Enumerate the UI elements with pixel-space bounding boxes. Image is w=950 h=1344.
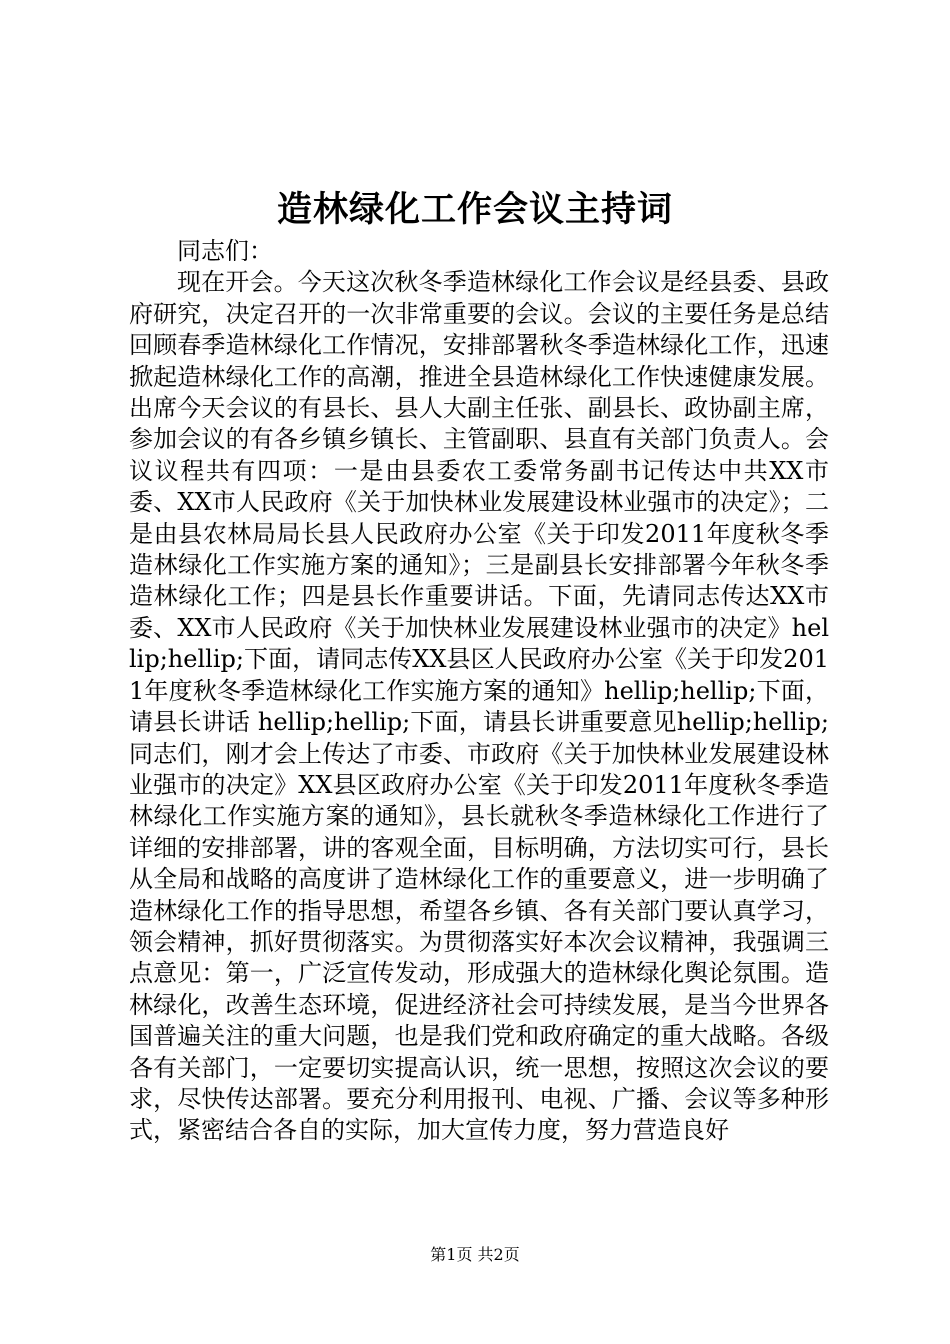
document-title: 造林绿化工作会议主持词 (276, 189, 673, 230)
document-body (129, 236, 829, 1147)
body-paragraph: 现在开会。今天这次秋冬季造林绿化工作会议是经县委、县政府研究，决定召开的一次非常重要的会议。会议的主要任务是总结回顾春季造林绿化工作情况，安排部署秋冬季造林绿化工作，迅速掀起造林绿化工作的高潮，推进全县造林绿化工作快速健康发展。出席今天会议的有县长、县人大副主任张、副县长、政协副主席，参加会议的有各乡镇乡镇长、主管副职、县直有关部门负责人。会议议程共有四项：一是由县委农工委常务副书记传达中共XX市委、XX市人民政府《关于加快林业发展建设林业强市的决定》；二是由县农林局局长县人民政府办公室《关于印发2011年度秋冬季造林绿化工作实施方案的通知》；三是副县长安排部署今年秋冬季造林绿化工作；四是县长作重要讲话。下面，先请同志传达XX市委、XX市人民政府《关于加快林业发展建设林业强市的决定》hellip;hellip;下面，请同志传XX县区人民政府办公室《关于印发2011年度秋冬季造林绿化工作实施方案的通知》hellip;hellip;下面，请县长讲话 hellip;hellip;下面，请县长讲重要意见hellip;hellip;同志们，刚才会上传达了市委、市政府《关于加快林业发展建设林业强市的决定》XX县区政府办公室《关于印发2011年度秋冬季造林绿化工作实施方案的通知》，县长就秋冬季造林绿化工作进行了详细的安排部署，讲的客观全面，目标明确，方法切实可行，县长从全局和战略的高度讲了造林绿化工作的重要意义，进一步明确了造林绿化工作的指导思想，希望各乡镇、各有关部门要认真学习，领会精神，抓好贯彻落实。为贯彻落实好本次会议精神，我强调三点意见：第一，广泛宣传发动，形成强大的造林绿化舆论氛围。造林绿化，改善生态环境，促进经济社会可持续发展，是当今世界各国普遍关注的重大问题，也是我们党和政府确定的重大战略。各级各有关部门，一定要切实提高认识，统一思想，按照这次会议的要求，尽快传达部署。要充分利用报刊、电视、广播、会议等多种形式，紧密结合各自的实际，加大宣传力度，努力营造良好 (129, 268, 829, 1145)
greeting-line: 同志们： (177, 237, 273, 265)
page-footer: 第1页 共2页 (430, 1245, 520, 1264)
